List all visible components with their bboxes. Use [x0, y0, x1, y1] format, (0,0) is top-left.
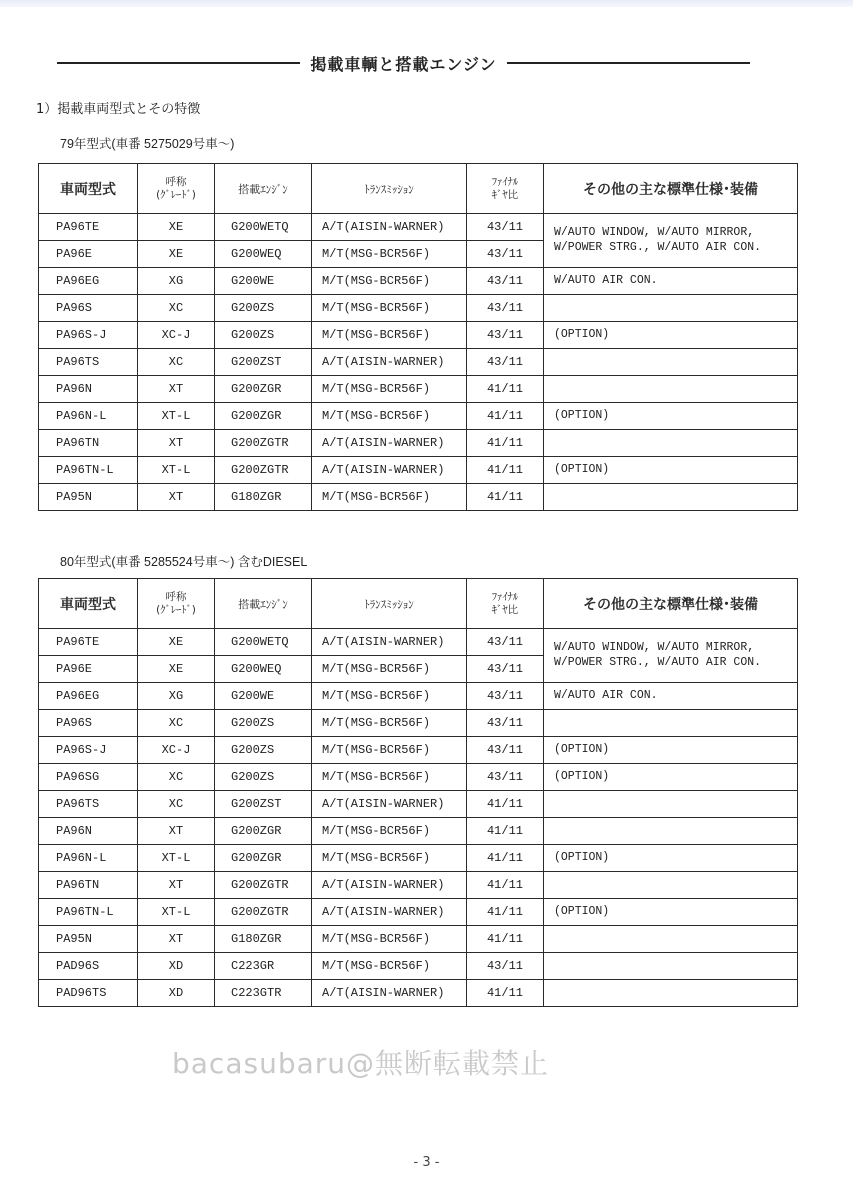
cell-engine: G200ZGR — [215, 818, 312, 845]
cell-transmission: A/T(AISIN-WARNER) — [312, 980, 467, 1007]
table-row — [39, 683, 798, 710]
cell-engine: G200ZGTR — [215, 457, 312, 484]
header-notes-line: その他の主な標準仕様･装備 — [583, 596, 758, 613]
table-row — [39, 268, 798, 295]
cell-transmission: M/T(MSG-BCR56F) — [312, 710, 467, 737]
cell-grade: XT — [138, 818, 215, 845]
header-final-ratio — [467, 164, 544, 214]
cell-transmission: M/T(MSG-BCR56F) — [312, 403, 467, 430]
cell-engine: G200WETQ — [215, 214, 312, 241]
cell-grade: XT — [138, 872, 215, 899]
cell-model: PA96E — [39, 241, 138, 268]
header-grade-line: 呼称 — [165, 591, 187, 604]
cell-ratio: 41/11 — [467, 926, 544, 953]
cell-transmission: M/T(MSG-BCR56F) — [312, 376, 467, 403]
cell-ratio: 41/11 — [467, 872, 544, 899]
header-grade-line: (ｸﾞﾚｰﾄﾞ) — [156, 603, 196, 616]
section-title: 1）掲載車両型式とその特徴 — [36, 102, 201, 117]
cell-grade: XT-L — [138, 403, 215, 430]
header-model-line: 車両型式 — [60, 596, 116, 613]
header-grade-line: (ｸﾞﾚｰﾄﾞ) — [156, 188, 196, 201]
cell-engine: C223GTR — [215, 980, 312, 1007]
cell-ratio: 41/11 — [467, 430, 544, 457]
cell-grade: XG — [138, 268, 215, 295]
cell-grade: XE — [138, 241, 215, 268]
cell-engine: G200WEQ — [215, 241, 312, 268]
cell-model: PA96S — [39, 710, 138, 737]
cell-ratio: 41/11 — [467, 899, 544, 926]
cell-engine: G200ZGTR — [215, 872, 312, 899]
page-heading-row — [57, 50, 750, 76]
cell-ratio: 41/11 — [467, 845, 544, 872]
cell-model: PAD96S — [39, 953, 138, 980]
cell-ratio: 43/11 — [467, 953, 544, 980]
cell-transmission: M/T(MSG-BCR56F) — [312, 683, 467, 710]
cell-ratio: 41/11 — [467, 818, 544, 845]
table-row — [39, 322, 798, 349]
cell-engine: G200ZS — [215, 295, 312, 322]
cell-grade: XT — [138, 376, 215, 403]
cell-engine: G200ZST — [215, 349, 312, 376]
cell-grade: XC — [138, 349, 215, 376]
cell-model: PAD96TS — [39, 980, 138, 1007]
cell-ratio: 43/11 — [467, 322, 544, 349]
table-row — [39, 295, 798, 322]
cell-engine: G200WE — [215, 268, 312, 295]
cell-engine: G200ZS — [215, 322, 312, 349]
table-row — [39, 764, 798, 791]
cell-transmission: M/T(MSG-BCR56F) — [312, 656, 467, 683]
cell-notes: W/AUTO WINDOW, W/AUTO MIRROR, W/POWER STRG., W/AUTO AIR CON. — [544, 629, 798, 683]
cell-notes: (OPTION) — [544, 764, 798, 791]
cell-model: PA96EG — [39, 268, 138, 295]
header-final-ratio-line: ｷﾞﾔ比 — [491, 603, 519, 616]
cell-engine: G200ZGR — [215, 845, 312, 872]
header-notes-line: その他の主な標準仕様･装備 — [583, 181, 758, 198]
cell-transmission: M/T(MSG-BCR56F) — [312, 737, 467, 764]
header-final-ratio-line: ｷﾞﾔ比 — [491, 188, 519, 201]
header-row — [39, 164, 798, 214]
cell-transmission: M/T(MSG-BCR56F) — [312, 268, 467, 295]
cell-model: PA96S — [39, 295, 138, 322]
header-transmission-line: ﾄﾗﾝｽﾐｯｼｮﾝ — [364, 597, 414, 611]
cell-model: PA96SG — [39, 764, 138, 791]
cell-model: PA96S-J — [39, 737, 138, 764]
spec-table-79 — [38, 163, 798, 511]
cell-transmission: M/T(MSG-BCR56F) — [312, 953, 467, 980]
cell-transmission: A/T(AISIN-WARNER) — [312, 872, 467, 899]
cell-engine: G180ZGR — [215, 484, 312, 511]
cell-notes — [544, 872, 798, 899]
table-row — [39, 872, 798, 899]
cell-grade: XC-J — [138, 322, 215, 349]
cell-grade: XT-L — [138, 457, 215, 484]
cell-grade: XT-L — [138, 845, 215, 872]
table-row — [39, 980, 798, 1007]
cell-notes — [544, 818, 798, 845]
cell-transmission: A/T(AISIN-WARNER) — [312, 430, 467, 457]
cell-model: PA96N — [39, 376, 138, 403]
cell-model: PA96TS — [39, 349, 138, 376]
cell-transmission: M/T(MSG-BCR56F) — [312, 926, 467, 953]
cell-model: PA95N — [39, 926, 138, 953]
header-model — [39, 579, 138, 629]
table-row — [39, 845, 798, 872]
cell-engine: G200ZS — [215, 764, 312, 791]
cell-model: PA96TN — [39, 430, 138, 457]
cell-model: PA96TS — [39, 791, 138, 818]
table-row — [39, 737, 798, 764]
cell-grade: XE — [138, 214, 215, 241]
cell-notes: W/AUTO WINDOW, W/AUTO MIRROR, W/POWER STRG., W/AUTO AIR CON. — [544, 214, 798, 268]
cell-engine: G200ZGTR — [215, 899, 312, 926]
cell-notes: (OPTION) — [544, 737, 798, 764]
cell-grade: XT — [138, 484, 215, 511]
cell-transmission: M/T(MSG-BCR56F) — [312, 241, 467, 268]
header-grade-line: 呼称 — [165, 176, 187, 189]
header-engine — [215, 579, 312, 629]
heading-rule-right — [507, 62, 750, 64]
header-final-ratio-line: ﾌｧｲﾅﾙ — [491, 591, 519, 604]
cell-engine: G200ZST — [215, 791, 312, 818]
header-model — [39, 164, 138, 214]
header-model-line: 車両型式 — [60, 181, 116, 198]
header-engine-line: 搭載ｴﾝｼﾞﾝ — [238, 182, 288, 196]
table-row — [39, 953, 798, 980]
cell-grade: XD — [138, 980, 215, 1007]
header-engine — [215, 164, 312, 214]
header-transmission-line: ﾄﾗﾝｽﾐｯｼｮﾝ — [364, 182, 414, 196]
header-notes — [544, 164, 798, 214]
cell-ratio: 43/11 — [467, 295, 544, 322]
cell-notes: (OPTION) — [544, 845, 798, 872]
cell-notes: (OPTION) — [544, 322, 798, 349]
heading-rule-left — [57, 62, 300, 64]
table-row — [39, 899, 798, 926]
cell-notes — [544, 980, 798, 1007]
cell-ratio: 43/11 — [467, 214, 544, 241]
cell-ratio: 41/11 — [467, 376, 544, 403]
header-grade — [138, 579, 215, 629]
table-row — [39, 629, 798, 656]
cell-transmission: A/T(AISIN-WARNER) — [312, 629, 467, 656]
cell-engine: G200ZGR — [215, 403, 312, 430]
table-row — [39, 457, 798, 484]
table-caption-80: 80年型式(車番 5285524号車～) 含むDIESEL — [60, 555, 308, 569]
header-row — [39, 579, 798, 629]
cell-transmission: A/T(AISIN-WARNER) — [312, 349, 467, 376]
cell-engine: G200WETQ — [215, 629, 312, 656]
cell-model: PA95N — [39, 484, 138, 511]
cell-ratio: 41/11 — [467, 791, 544, 818]
cell-ratio: 41/11 — [467, 484, 544, 511]
cell-ratio: 41/11 — [467, 403, 544, 430]
cell-notes — [544, 710, 798, 737]
cell-grade: XT-L — [138, 899, 215, 926]
cell-grade: XC — [138, 710, 215, 737]
cell-ratio: 43/11 — [467, 683, 544, 710]
cell-notes — [544, 430, 798, 457]
cell-engine: G200ZGR — [215, 376, 312, 403]
cell-model: PA96N-L — [39, 845, 138, 872]
cell-transmission: M/T(MSG-BCR56F) — [312, 484, 467, 511]
header-transmission — [312, 164, 467, 214]
cell-engine: G180ZGR — [215, 926, 312, 953]
cell-grade: XC — [138, 295, 215, 322]
top-band — [0, 0, 853, 7]
header-transmission — [312, 579, 467, 629]
cell-engine: G200ZGTR — [215, 430, 312, 457]
cell-grade: XE — [138, 629, 215, 656]
spec-table-80 — [38, 578, 798, 1007]
cell-ratio: 43/11 — [467, 737, 544, 764]
cell-ratio: 43/11 — [467, 268, 544, 295]
table-row — [39, 214, 798, 241]
cell-ratio: 43/11 — [467, 656, 544, 683]
cell-model: PA96E — [39, 656, 138, 683]
cell-notes — [544, 953, 798, 980]
cell-grade: XC-J — [138, 737, 215, 764]
cell-model: PA96TN-L — [39, 457, 138, 484]
header-notes — [544, 579, 798, 629]
header-grade — [138, 164, 215, 214]
cell-notes — [544, 376, 798, 403]
cell-ratio: 43/11 — [467, 349, 544, 376]
cell-model: PA96N-L — [39, 403, 138, 430]
cell-grade: XT — [138, 926, 215, 953]
table-row — [39, 376, 798, 403]
cell-transmission: M/T(MSG-BCR56F) — [312, 818, 467, 845]
cell-model: PA96TN — [39, 872, 138, 899]
cell-model: PA96S-J — [39, 322, 138, 349]
cell-notes: (OPTION) — [544, 899, 798, 926]
cell-ratio: 43/11 — [467, 764, 544, 791]
cell-engine: C223GR — [215, 953, 312, 980]
cell-notes — [544, 484, 798, 511]
cell-transmission: M/T(MSG-BCR56F) — [312, 764, 467, 791]
table-row — [39, 791, 798, 818]
table-row — [39, 403, 798, 430]
header-final-ratio — [467, 579, 544, 629]
cell-notes: (OPTION) — [544, 457, 798, 484]
table-row — [39, 430, 798, 457]
table-caption-79: 79年型式(車番 5275029号車～) — [60, 137, 235, 151]
page-number: - 3 - — [413, 1155, 440, 1170]
cell-ratio: 41/11 — [467, 980, 544, 1007]
cell-notes — [544, 926, 798, 953]
cell-grade: XT — [138, 430, 215, 457]
header-engine-line: 搭載ｴﾝｼﾞﾝ — [238, 597, 288, 611]
cell-grade: XG — [138, 683, 215, 710]
cell-model: PA96TE — [39, 214, 138, 241]
cell-engine: G200WE — [215, 683, 312, 710]
table-row — [39, 349, 798, 376]
cell-model: PA96N — [39, 818, 138, 845]
cell-transmission: A/T(AISIN-WARNER) — [312, 791, 467, 818]
cell-notes: W/AUTO AIR CON. — [544, 268, 798, 295]
cell-engine: G200WEQ — [215, 656, 312, 683]
cell-transmission: A/T(AISIN-WARNER) — [312, 457, 467, 484]
table-row — [39, 710, 798, 737]
cell-notes — [544, 349, 798, 376]
cell-grade: XE — [138, 656, 215, 683]
cell-ratio: 43/11 — [467, 629, 544, 656]
cell-model: PA96TE — [39, 629, 138, 656]
table-row — [39, 484, 798, 511]
page-heading: 掲載車輌と搭載エンジン — [310, 54, 497, 74]
cell-ratio: 43/11 — [467, 710, 544, 737]
cell-grade: XD — [138, 953, 215, 980]
cell-transmission: M/T(MSG-BCR56F) — [312, 295, 467, 322]
cell-notes — [544, 791, 798, 818]
cell-engine: G200ZS — [215, 710, 312, 737]
cell-notes — [544, 295, 798, 322]
watermark: bacasubaru@無断転載禁止 — [172, 1047, 550, 1080]
cell-notes: (OPTION) — [544, 403, 798, 430]
cell-transmission: A/T(AISIN-WARNER) — [312, 899, 467, 926]
cell-grade: XC — [138, 791, 215, 818]
cell-transmission: M/T(MSG-BCR56F) — [312, 322, 467, 349]
cell-transmission: M/T(MSG-BCR56F) — [312, 845, 467, 872]
cell-engine: G200ZS — [215, 737, 312, 764]
cell-grade: XC — [138, 764, 215, 791]
cell-ratio: 41/11 — [467, 457, 544, 484]
cell-ratio: 43/11 — [467, 241, 544, 268]
table-row — [39, 818, 798, 845]
table-row — [39, 926, 798, 953]
cell-model: PA96TN-L — [39, 899, 138, 926]
header-final-ratio-line: ﾌｧｲﾅﾙ — [491, 176, 519, 189]
cell-notes: W/AUTO AIR CON. — [544, 683, 798, 710]
cell-transmission: A/T(AISIN-WARNER) — [312, 214, 467, 241]
cell-model: PA96EG — [39, 683, 138, 710]
